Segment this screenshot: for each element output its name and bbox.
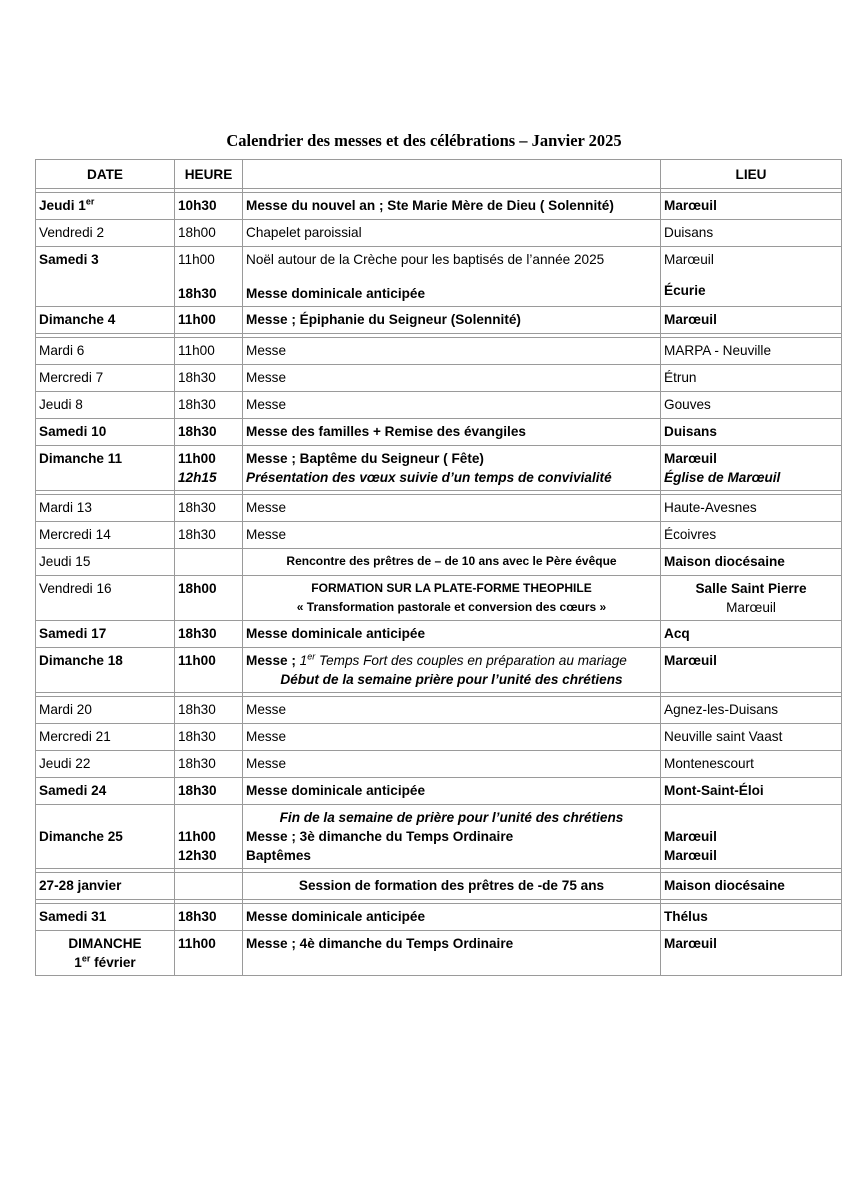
cell-desc: FORMATION SUR LA PLATE-FORME THEOPHILE « Transformation pastorale et conversion des cœurs » bbox=[243, 576, 661, 621]
cell-lieu: Marœuil bbox=[661, 193, 842, 220]
cell-date: 27-28 janvier bbox=[36, 873, 175, 900]
table-row bbox=[36, 576, 842, 621]
cell-heure: 11h00 bbox=[175, 338, 243, 365]
table-row bbox=[36, 365, 842, 392]
cell-date: Samedi 3 bbox=[36, 247, 175, 307]
cell-date: Mardi 13 bbox=[36, 495, 175, 522]
table-row bbox=[36, 778, 842, 805]
cell-desc: Messe dominicale anticipée bbox=[243, 904, 661, 931]
table-row bbox=[36, 522, 842, 549]
cell-heure: 11h00 12h30 bbox=[175, 805, 243, 869]
cell-date: Dimanche 11 bbox=[36, 446, 175, 491]
cell-lieu: Thélus bbox=[661, 904, 842, 931]
cell-lieu: MARPA - Neuville bbox=[661, 338, 842, 365]
cell-heure: 18h30 bbox=[175, 621, 243, 648]
cell-desc: Messe bbox=[243, 522, 661, 549]
cell-desc: Messe ; 1er Temps Fort des couples en préparation au mariage Début de la semaine prière pour l’unité des chrétiens bbox=[243, 648, 661, 693]
cell-desc: Messe ; Baptême du Seigneur ( Fête) Présentation des vœux suivie d’un temps de convivialité bbox=[243, 446, 661, 491]
cell-date: Dimanche 25 bbox=[36, 805, 175, 869]
cell-heure: 18h00 bbox=[175, 220, 243, 247]
cell-lieu: Marœuil bbox=[661, 648, 842, 693]
cell-lieu: Duisans bbox=[661, 220, 842, 247]
table-row bbox=[36, 220, 842, 247]
cell-lieu: Écoivres bbox=[661, 522, 842, 549]
header-heure: HEURE bbox=[175, 160, 243, 189]
table-row bbox=[36, 904, 842, 931]
cell-desc: Messe bbox=[243, 697, 661, 724]
cell-heure: 18h30 bbox=[175, 522, 243, 549]
table-row bbox=[36, 338, 842, 365]
cell-date: DIMANCHE 1er février bbox=[36, 931, 175, 976]
cell-date: Jeudi 15 bbox=[36, 549, 175, 576]
cell-date: Jeudi 8 bbox=[36, 392, 175, 419]
cell-heure: 10h30 bbox=[175, 193, 243, 220]
cell-heure: 11h00 18h30 bbox=[175, 247, 243, 307]
table-row bbox=[36, 495, 842, 522]
cell-date: Samedi 10 bbox=[36, 419, 175, 446]
cell-desc: Messe dominicale anticipée bbox=[243, 778, 661, 805]
table-row bbox=[36, 247, 842, 307]
cell-heure: 18h30 bbox=[175, 495, 243, 522]
header-description bbox=[243, 160, 661, 189]
cell-date: Samedi 24 bbox=[36, 778, 175, 805]
table-row bbox=[36, 307, 842, 334]
cell-desc: Chapelet paroissial bbox=[243, 220, 661, 247]
table-row bbox=[36, 873, 842, 900]
cell-desc: Messe bbox=[243, 392, 661, 419]
cell-desc: Messe du nouvel an ; Ste Marie Mère de Dieu ( Solennité) bbox=[243, 193, 661, 220]
cell-desc: Messe bbox=[243, 495, 661, 522]
cell-date: Mercredi 7 bbox=[36, 365, 175, 392]
cell-lieu: Étrun bbox=[661, 365, 842, 392]
table-row bbox=[36, 419, 842, 446]
table-row bbox=[36, 549, 842, 576]
cell-lieu: Mont-Saint-Éloi bbox=[661, 778, 842, 805]
cell-desc: Messe dominicale anticipée bbox=[243, 621, 661, 648]
cell-lieu: Neuville saint Vaast bbox=[661, 724, 842, 751]
cell-lieu: Salle Saint Pierre Marœuil bbox=[661, 576, 842, 621]
cell-desc: Messe bbox=[243, 751, 661, 778]
cell-heure: 18h30 bbox=[175, 751, 243, 778]
cell-lieu: Gouves bbox=[661, 392, 842, 419]
table-row bbox=[36, 392, 842, 419]
cell-heure: 11h00 12h15 bbox=[175, 446, 243, 491]
cell-lieu: Agnez-les-Duisans bbox=[661, 697, 842, 724]
cell-lieu: Maison diocésaine bbox=[661, 549, 842, 576]
cell-heure bbox=[175, 873, 243, 900]
cell-desc: Messe bbox=[243, 365, 661, 392]
cell-heure: 18h30 bbox=[175, 392, 243, 419]
cell-heure: 18h30 bbox=[175, 778, 243, 805]
cell-lieu: Marœuil bbox=[661, 931, 842, 976]
cell-desc: Rencontre des prêtres de – de 10 ans avec le Père évêque bbox=[243, 549, 661, 576]
header-date: DATE bbox=[36, 160, 175, 189]
cell-desc: Messe bbox=[243, 724, 661, 751]
cell-date: Dimanche 18 bbox=[36, 648, 175, 693]
cell-heure: 18h30 bbox=[175, 365, 243, 392]
table-row bbox=[36, 724, 842, 751]
cell-desc: Fin de la semaine de prière pour l’unité des chrétiens Messe ; 3è dimanche du Temps Ordinaire Baptêmes bbox=[243, 805, 661, 869]
cell-lieu: Montenescourt bbox=[661, 751, 842, 778]
cell-date: Dimanche 4 bbox=[36, 307, 175, 334]
cell-lieu: Haute-Avesnes bbox=[661, 495, 842, 522]
cell-lieu: Marœuil Marœuil bbox=[661, 805, 842, 869]
table-row bbox=[36, 648, 842, 693]
cell-heure: 18h30 bbox=[175, 697, 243, 724]
cell-lieu: Marœuil Église de Marœuil bbox=[661, 446, 842, 491]
cell-heure bbox=[175, 549, 243, 576]
cell-lieu: Duisans bbox=[661, 419, 842, 446]
cell-desc: Noël autour de la Crèche pour les baptisés de l’année 2025 Messe dominicale anticipée bbox=[243, 247, 661, 307]
cell-lieu: Marœuil Écurie bbox=[661, 247, 842, 307]
table-row bbox=[36, 751, 842, 778]
cell-date: Samedi 31 bbox=[36, 904, 175, 931]
table-header-row bbox=[36, 160, 842, 189]
cell-date: Jeudi 22 bbox=[36, 751, 175, 778]
cell-heure: 18h30 bbox=[175, 904, 243, 931]
cell-desc: Messe ; 4è dimanche du Temps Ordinaire bbox=[243, 931, 661, 976]
cell-heure: 18h00 bbox=[175, 576, 243, 621]
cell-lieu: Maison diocésaine bbox=[661, 873, 842, 900]
page-title: Calendrier des messes et des célébrations – Janvier 2025 bbox=[226, 131, 622, 150]
table-row bbox=[36, 697, 842, 724]
cell-heure: 11h00 bbox=[175, 307, 243, 334]
cell-heure: 11h00 bbox=[175, 648, 243, 693]
cell-heure: 11h00 bbox=[175, 931, 243, 976]
calendar-table bbox=[35, 159, 842, 976]
cell-date: Mercredi 14 bbox=[36, 522, 175, 549]
table-row bbox=[36, 193, 842, 220]
cell-desc: Messe bbox=[243, 338, 661, 365]
cell-date: Vendredi 16 bbox=[36, 576, 175, 621]
cell-lieu: Marœuil bbox=[661, 307, 842, 334]
cell-heure: 18h30 bbox=[175, 724, 243, 751]
table-row bbox=[36, 446, 842, 491]
cell-date: Samedi 17 bbox=[36, 621, 175, 648]
cell-date: Mardi 6 bbox=[36, 338, 175, 365]
cell-date: Mardi 20 bbox=[36, 697, 175, 724]
cell-desc: Session de formation des prêtres de -de 75 ans bbox=[243, 873, 661, 900]
cell-date: Vendredi 2 bbox=[36, 220, 175, 247]
cell-heure: 18h30 bbox=[175, 419, 243, 446]
header-lieu: LIEU bbox=[661, 160, 842, 189]
table-row bbox=[36, 931, 842, 976]
cell-lieu: Acq bbox=[661, 621, 842, 648]
cell-date: Mercredi 21 bbox=[36, 724, 175, 751]
table-row bbox=[36, 621, 842, 648]
cell-desc: Messe ; Épiphanie du Seigneur (Solennité) bbox=[243, 307, 661, 334]
cell-desc: Messe des familles + Remise des évangiles bbox=[243, 419, 661, 446]
cell-date: Jeudi 1er bbox=[36, 193, 175, 220]
table-row bbox=[36, 805, 842, 869]
